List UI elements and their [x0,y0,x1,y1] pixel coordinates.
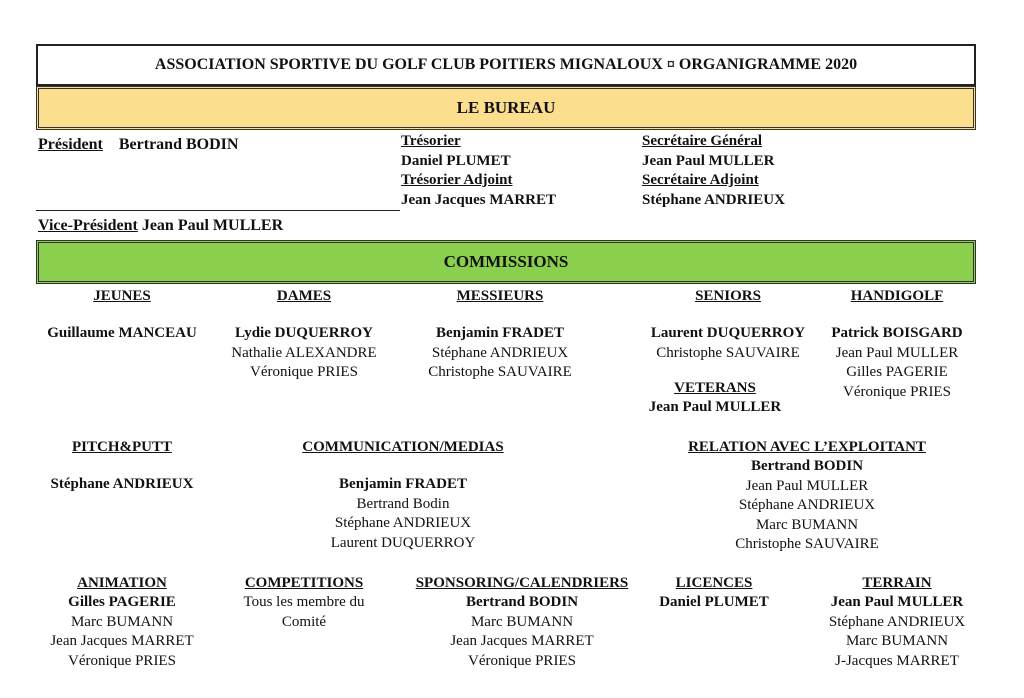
commission-member: Christophe SAUVAIRE [656,344,800,361]
president-block [38,135,238,155]
commission-member: Bertrand Bodin [356,495,450,512]
commission-member: Jean Jacques MARRET [450,633,594,649]
commission-messieurs [402,287,598,383]
commission-title: JEUNES [93,288,151,304]
commission-title: SPONSORING/CALENDRIERS [415,575,629,591]
commissions-banner: COMMISSIONS [36,240,976,284]
tresorier-adjoint-name: Jean Jacques MARRET [401,191,557,208]
commission-seniors [638,287,818,363]
commission-lead: Patrick BOISGARD [831,325,963,341]
commission-lead: Stéphane ANDRIEUX [50,476,194,492]
commission-jeunes [36,287,208,344]
commission-title: MESSIEURS [456,288,544,304]
president-name: Bertrand BODIN [118,136,239,153]
commission-title: PITCH&PUTT [71,439,172,455]
commission-member: Nathalie ALEXANDRE [231,344,377,361]
commission-lead: Lydie DUQUERROY [235,325,373,341]
commission-member: Gilles PAGERIE [846,364,948,380]
commission-lead: Guillaume MANCEAU [47,325,197,341]
commission-title: HANDIGOLF [850,288,944,304]
commission-lead: Jean Paul MULLER [830,594,964,610]
commission-member: Stéphane ANDRIEUX [828,613,966,630]
tresorier-block [401,132,556,210]
commission-title: RELATION AVEC L’EXPLOITANT [688,439,926,455]
commission-member: Christophe SAUVAIRE [428,364,572,380]
commission-title: ANIMATION [77,575,167,591]
commission-member: Marc BUMANN [845,633,949,649]
commission-title: SENIORS [695,288,761,304]
vice-president-label: Vice-Président [38,217,138,234]
commission-title: DAMES [276,288,332,304]
commission-member: Marc BUMANN [755,516,859,533]
commission-communication [272,438,534,553]
commission-lead: Jean Paul MULLER [648,399,782,415]
commission-sponsoring [398,574,646,671]
commission-title: COMMUNICATION/MEDIAS [302,439,504,455]
commission-member: Stéphane ANDRIEUX [431,344,569,361]
commission-member: Jean Paul MULLER [835,344,959,361]
commission-member: Jean Paul MULLER [745,477,869,494]
commission-dames [214,287,394,383]
commission-lead: Gilles PAGERIE [68,594,176,610]
bureau-banner: LE BUREAU [36,86,976,130]
commission-terrain [812,574,982,671]
divider-rule [36,210,400,211]
commission-member: Véronique PRIES [68,652,176,669]
commission-lead: Laurent DUQUERROY [650,325,806,341]
commission-handigolf [816,287,978,402]
commission-member: Stéphane ANDRIEUX [738,497,876,513]
president-label: Président [38,136,103,153]
page-title: ASSOCIATION SPORTIVE DU GOLF CLUB POITIERS MIGNALOUX ¤ ORGANIGRAMME 2020 [36,44,976,86]
vice-president-block [38,216,283,236]
vice-president-name: Jean Paul MULLER [141,217,284,234]
commission-pitch-putt [36,438,208,495]
commission-member: Comité [281,613,327,630]
commission-member: Laurent DUQUERROY [330,534,476,551]
commission-relation [662,438,952,555]
tresorier-name: Daniel PLUMET [401,152,511,169]
commission-lead: Benjamin FRADET [339,476,467,492]
commission-title: VETERANS [674,380,756,396]
secretaire-adjoint-name: Stéphane ANDRIEUX [642,191,785,208]
tresorier-adjoint-label: Trésorier Adjoint [401,172,513,188]
commission-member: Marc BUMANN [470,613,574,630]
commission-member: Jean Jacques MARRET [50,633,194,649]
commission-title: LICENCES [675,575,753,591]
commission-lead: Daniel PLUMET [659,594,769,610]
commission-member: Marc BUMANN [70,613,174,630]
commission-animation [36,574,208,671]
secretaire-name: Jean Paul MULLER [642,152,775,169]
commission-lead: Benjamin FRADET [436,325,564,341]
commission-member: Véronique PRIES [843,383,951,400]
commission-member: Véronique PRIES [468,652,576,669]
commission-lead: Bertrand BODIN [750,458,864,474]
commission-title: COMPETITIONS [244,575,364,591]
commission-title: TERRAIN [862,575,932,591]
commission-lead: Bertrand BODIN [465,594,579,610]
secretaire-label: Secrétaire Général [642,133,763,149]
commission-member: Stéphane ANDRIEUX [334,515,472,531]
secretaire-adjoint-label: Secrétaire Adjoint [642,172,759,188]
commission-member: J-Jacques MARRET [835,652,959,669]
commission-licences [646,574,782,613]
commission-member: Véronique PRIES [250,364,358,380]
tresorier-label: Trésorier [401,133,461,149]
commission-veterans [638,379,792,418]
commission-member: Tous les membre du [243,594,365,610]
secretaire-block [642,132,785,210]
commission-member: Christophe SAUVAIRE [735,536,879,552]
commission-competitions [222,574,386,632]
